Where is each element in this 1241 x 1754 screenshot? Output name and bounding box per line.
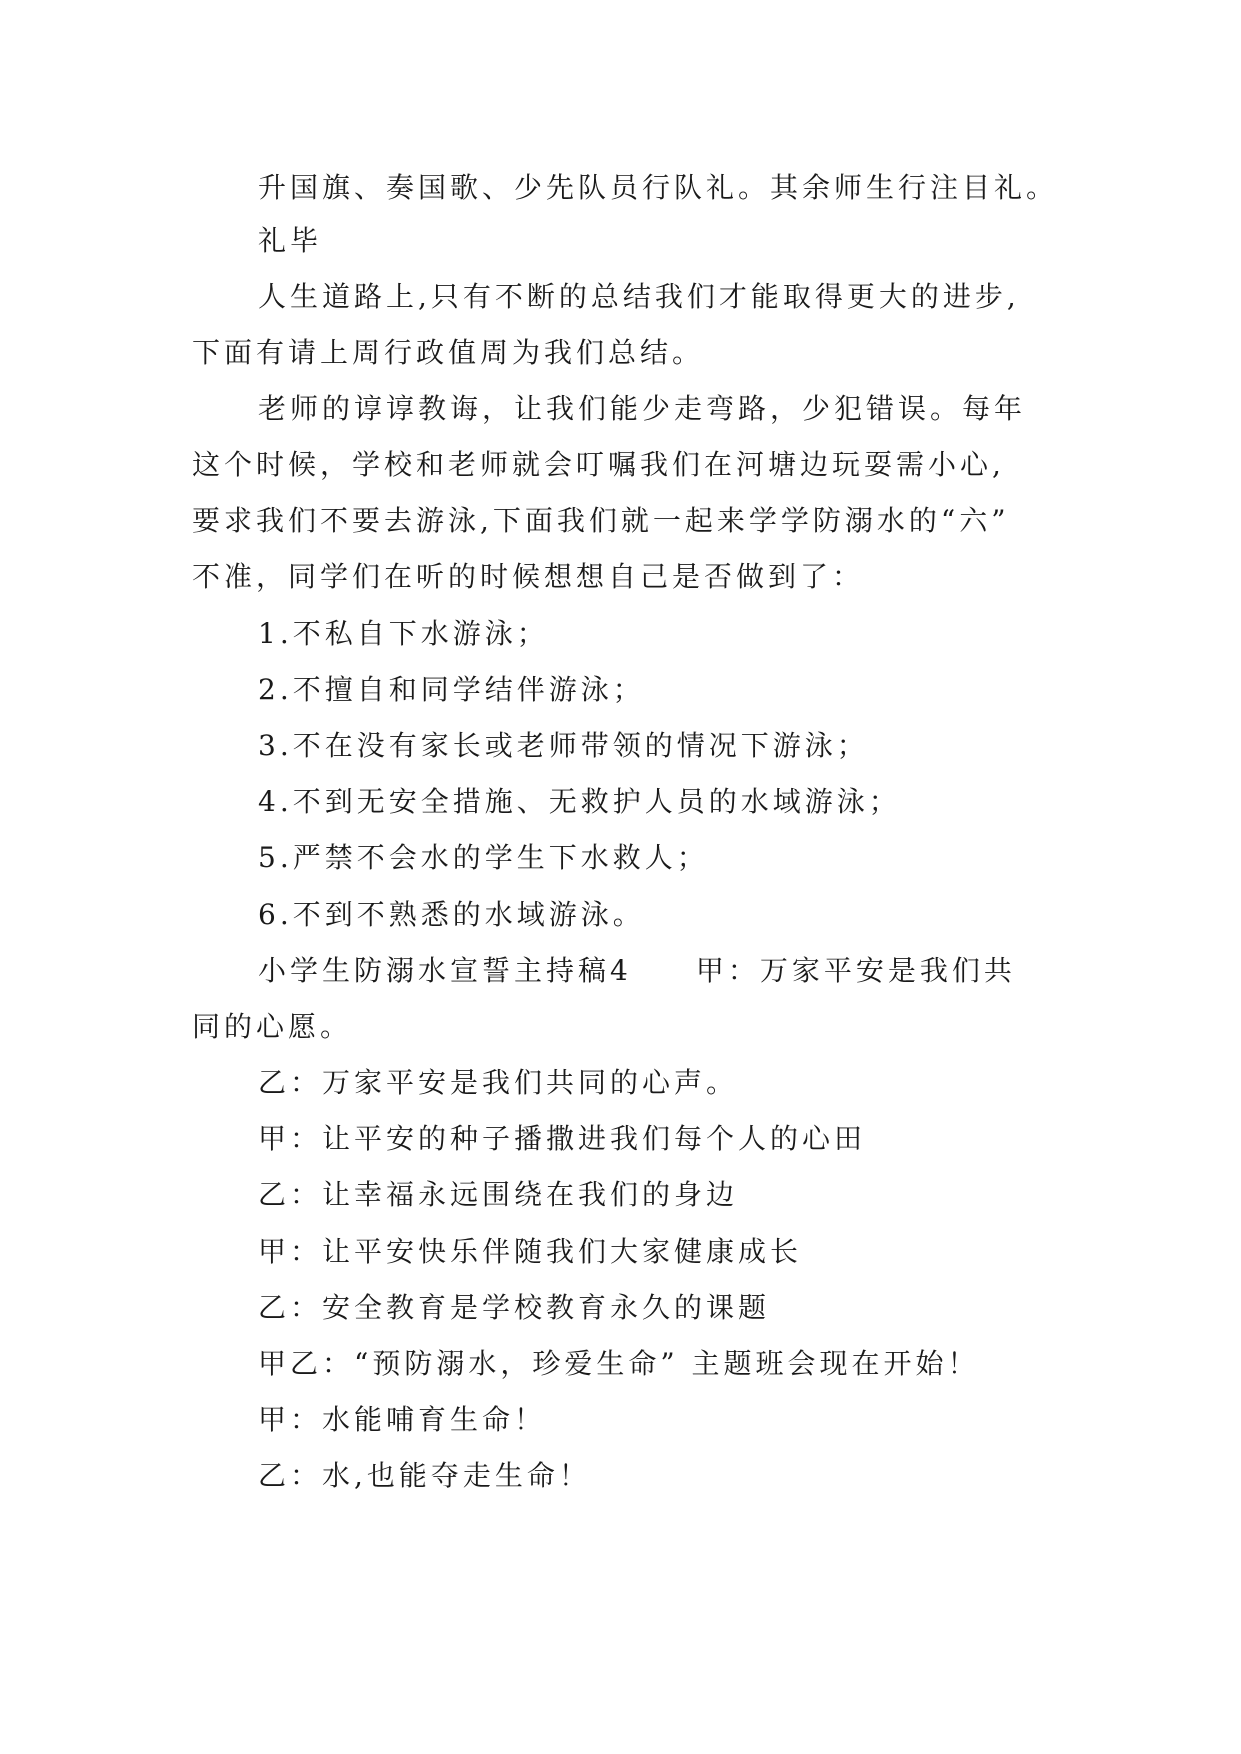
dialogue-line: 乙：安全教育是学校教育永久的课题 <box>258 1291 771 1324</box>
list-item: 4.不到无安全措施、无救护人员的水域游泳； <box>258 785 901 818</box>
text-line: 升国旗、奏国歌、少先队员行队礼。其余师生行注目礼。 <box>258 171 1059 204</box>
dialogue-line: 甲：让平安的种子播撒进我们每个人的心田 <box>258 1122 867 1155</box>
dialogue-line: 乙：让幸福永远围绕在我们的身边 <box>258 1178 739 1211</box>
list-item: 1.不私自下水游泳； <box>258 617 549 650</box>
dialogue-line: 甲：让平安快乐伴随我们大家健康成长 <box>258 1235 803 1268</box>
text-line: 小学生防溺水宣誓主持稿4 甲：万家平安是我们共 <box>258 954 1016 987</box>
text-line: 下面有请上周行政值周为我们总结。 <box>192 336 705 369</box>
text-line: 老师的谆谆教诲，让我们能少走弯路，少犯错误。每年 <box>258 392 1027 425</box>
text-line: 这个时候，学校和老师就会叮嘱我们在河塘边玩耍需小心, <box>192 448 1005 481</box>
list-item: 2.不擅自和同学结伴游泳； <box>258 673 645 706</box>
text-line: 人生道路上,只有不断的总结我们才能取得更大的进步, <box>258 280 1020 313</box>
text-line: 不准，同学们在听的时候想想自己是否做到了： <box>192 560 865 593</box>
list-item: 3.不在没有家长或老师带领的情况下游泳； <box>258 729 869 762</box>
dialogue-line: 甲乙：“预防溺水，珍爱生命” 主题班会现在开始！ <box>258 1347 980 1380</box>
text-line: 要求我们不要去游泳,下面我们就一起来学学防溺水的“六” <box>192 504 1010 537</box>
dialogue-line: 甲：水能哺育生命！ <box>258 1403 547 1436</box>
dialogue-line: 乙：水,也能夺走生命！ <box>258 1459 591 1492</box>
text-line: 礼毕 <box>258 224 323 257</box>
list-item: 6.不到不熟悉的水域游泳。 <box>258 898 645 931</box>
list-item: 5.严禁不会水的学生下水救人； <box>258 841 709 874</box>
dialogue-line: 乙：万家平安是我们共同的心声。 <box>258 1066 739 1099</box>
text-line: 同的心愿。 <box>192 1010 353 1043</box>
